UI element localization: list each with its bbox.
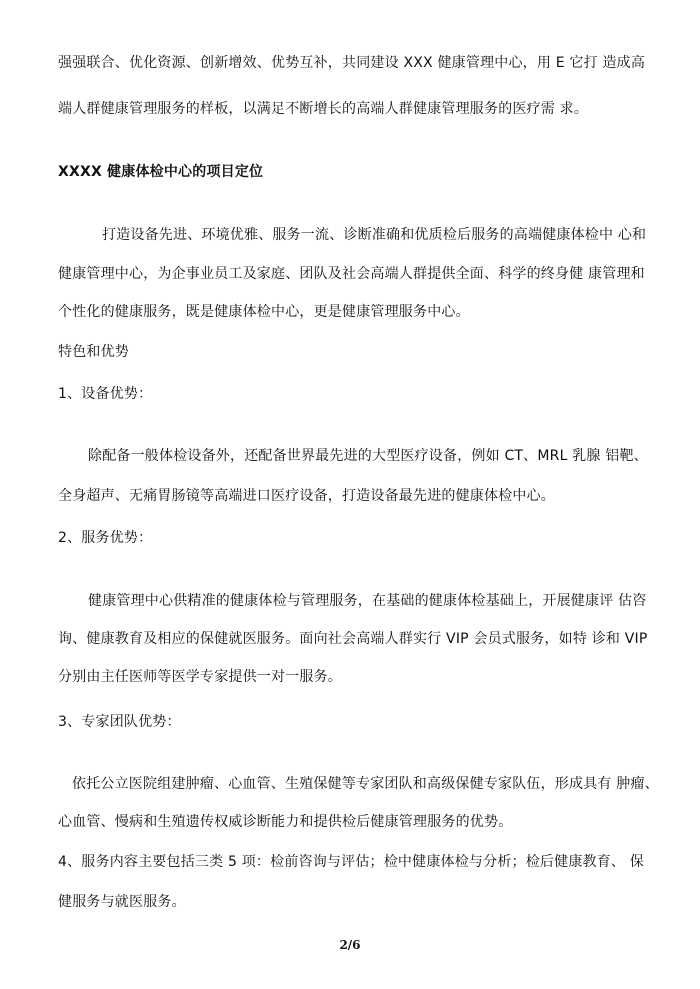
service-line-2: 询、健康教育及相应的保健就医服务。面向社会高端人群实行 VIP 会员式服务，如特 诊和 VIP [58,631,648,647]
experts-title: 3、专家团队优势： [58,714,181,730]
equipment-line-2: 全身超声、无痛胃肠镜等高端进口医疗设备，打造设备最先进的健康体检中心。 [58,488,555,504]
equipment-title: 1、设备优势： [58,386,153,402]
service-line-1: 健康管理中心供精准的健康体检与管理服务，在基础的健康体检基础上，开展健康评 估咨 [88,593,647,609]
positioning-line-1: 打造设备先进、环境优雅、服务一流、诊断准确和优质检后服务的高端健康体检中 心和 [102,227,647,243]
features-heading: 特色和优势 [58,344,129,360]
equipment-line-1: 除配备一般体检设备外，还配备世界最先进的大型医疗设备，例如 CT、MRL 乳腺 铝靶、 [88,448,648,464]
service-line-3: 分别由主任医师等医学专家提供一对一服务。 [58,669,342,685]
section-heading-positioning: XXXX 健康体检中心的项目定位 [58,164,264,180]
intro-line-2: 端人群健康管理服务的样板，以满足不断增长的高端人群健康管理服务的医疗需 求。 [58,101,589,117]
intro-line-1: 强强联合、优化资源、创新增效、优势互补，共同建设 XXX 健康管理中心，用 E 它打 造成高 [58,55,646,71]
experts-line-2: 心血管、慢病和生殖遗传权威诊断能力和提供检后健康管理服务的优势。 [58,814,513,830]
page-number: 2/6 [339,938,361,952]
service-title: 2、服务优势： [58,530,153,546]
experts-line-1: 依托公立医院组建肿瘤、心血管、生殖保健等专家团队和高级保健专家队伍，形成具有 肿瘤、 [72,776,659,792]
content-line-2: 健服务与就医服务。 [58,894,186,910]
positioning-line-3: 个性化的健康服务，既是健康体检中心，更是健康管理服务中心。 [58,304,470,320]
positioning-line-2: 健康管理中心，为企事业员工及家庭、团队及社会高端人群提供全面、科学的终身健 康管理和 [58,266,645,282]
content-line-1: 4、服务内容主要包括三类 5 项：检前咨询与评估；检中健康体检与分析；检后健康教育、 保 [58,854,644,870]
